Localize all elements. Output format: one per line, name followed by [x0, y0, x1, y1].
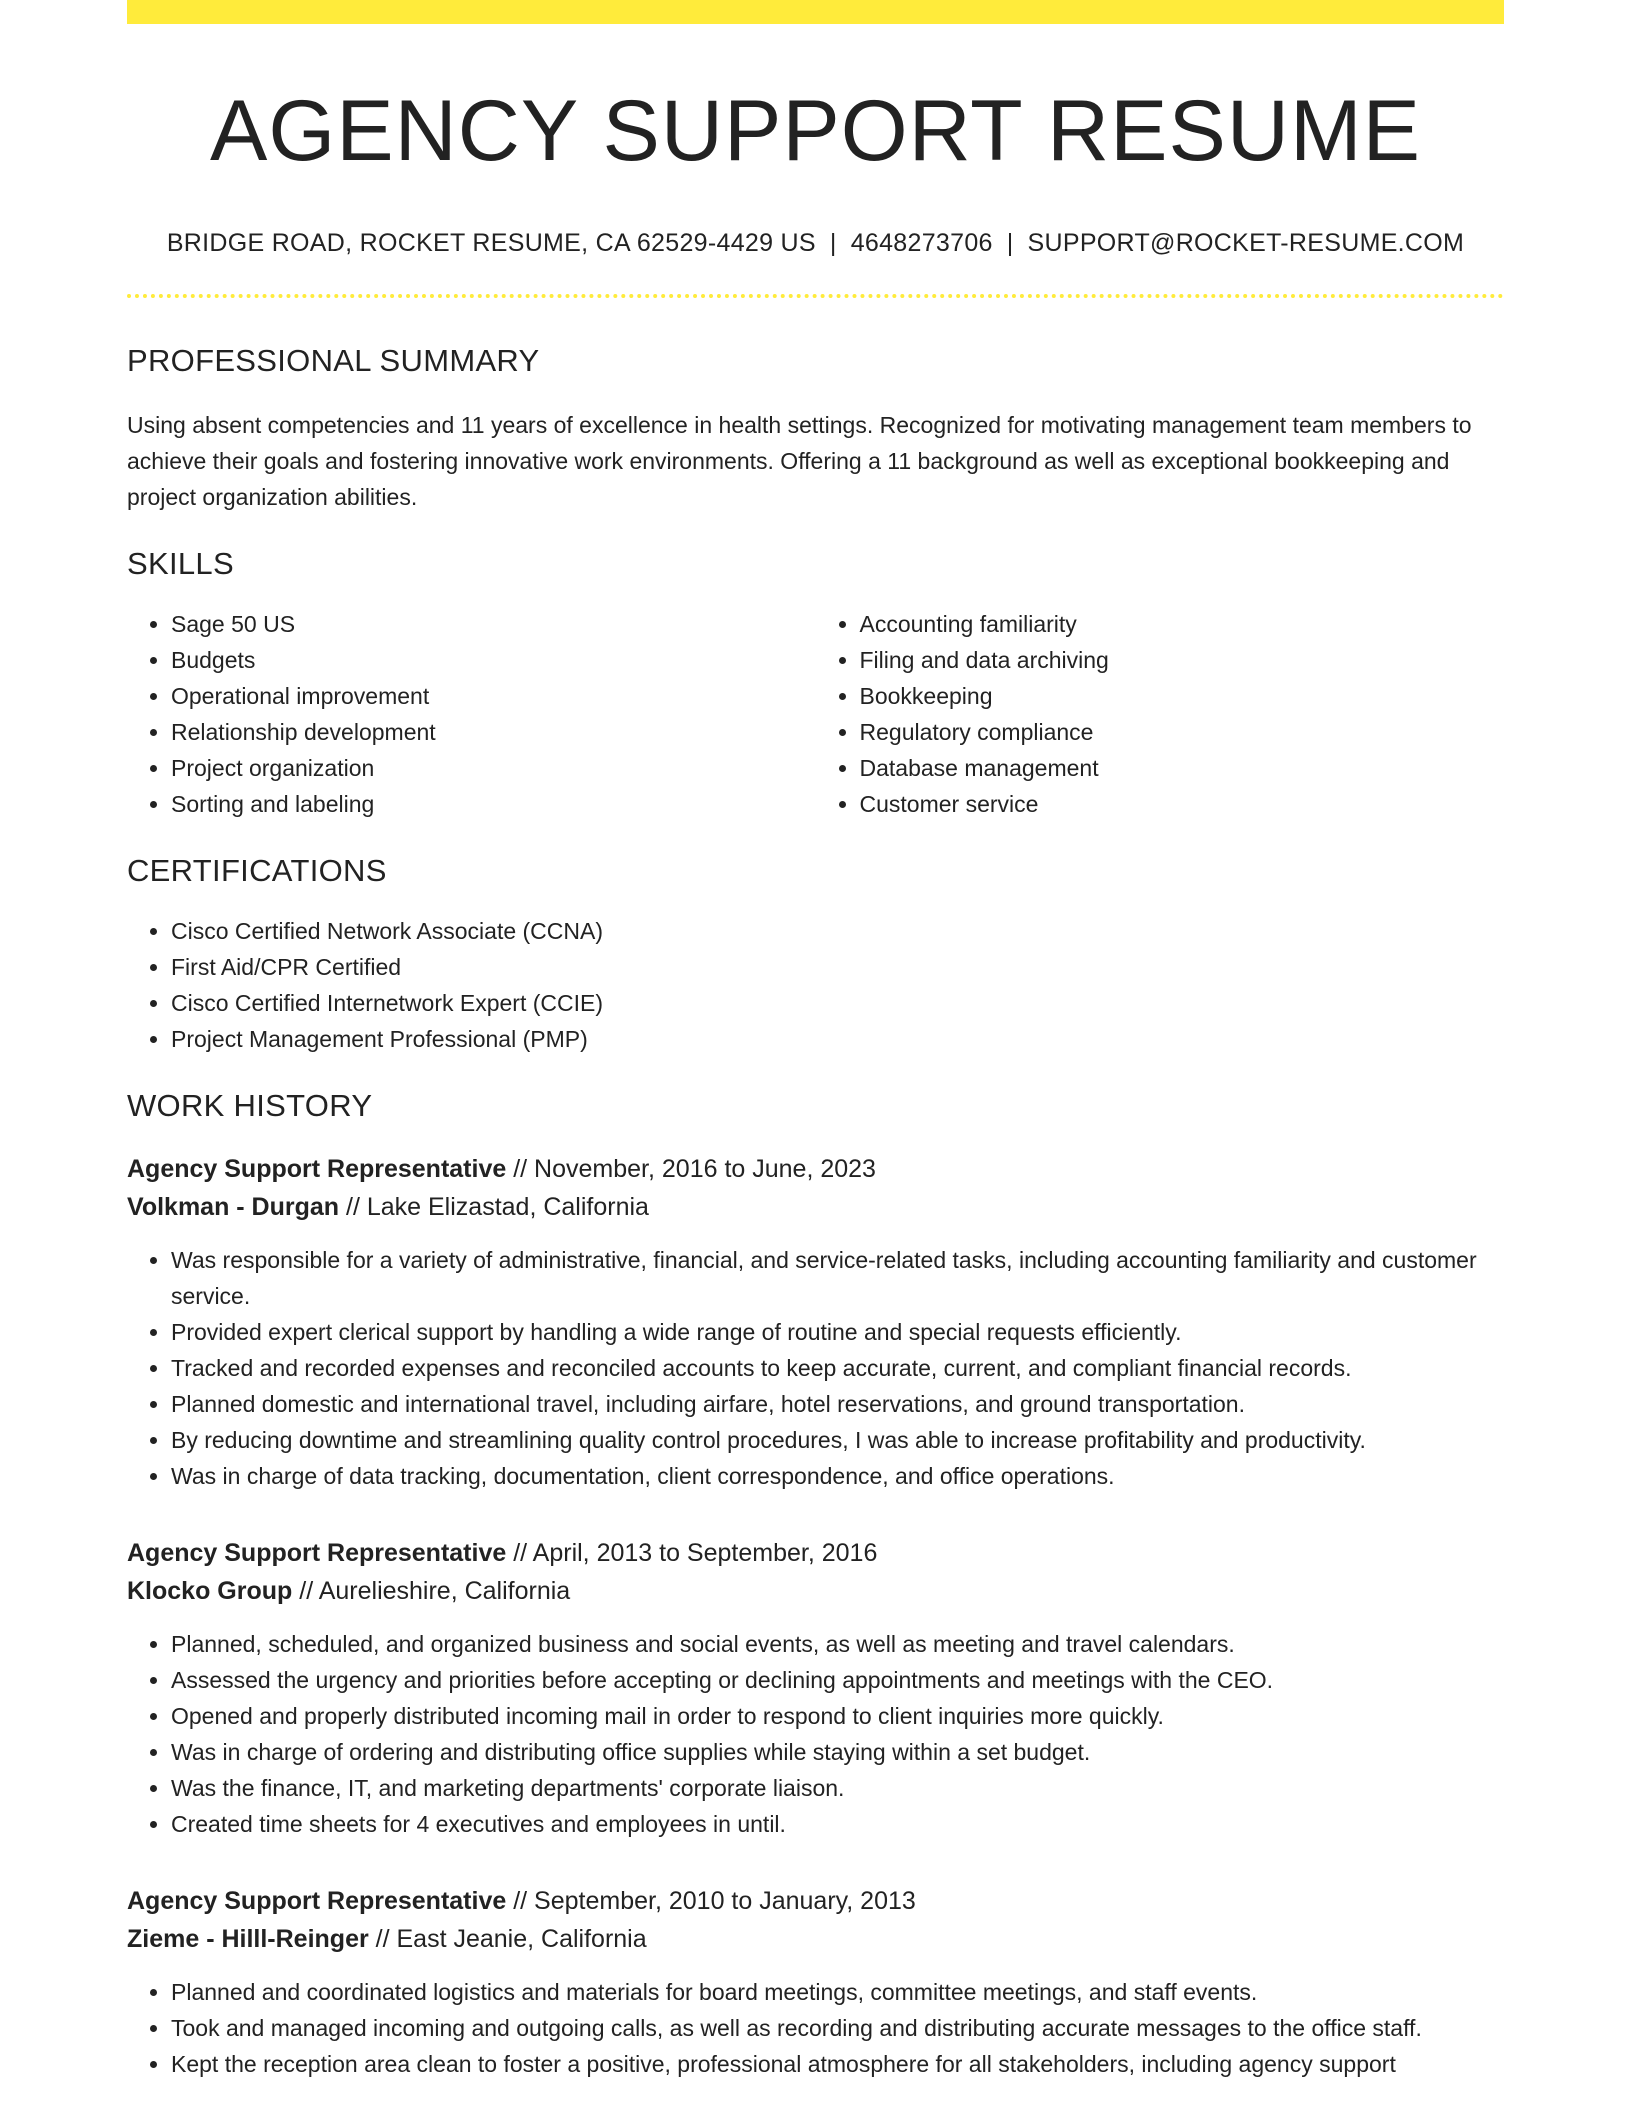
- job-bullet: • Planned, scheduled, and organized business and social events, as well as meeting and travel calendars.: [171, 1626, 1504, 1662]
- job-bullet: • Took and managed incoming and outgoing calls, as well as recording and distributing accurate messages to the office staff.: [171, 2010, 1504, 2046]
- job-bullet: • Was responsible for a variety of administrative, financial, and service-related tasks, including accounting familiarity and customer service.: [171, 1242, 1504, 1314]
- skill-item: • Regulatory compliance: [860, 714, 1505, 750]
- email: SUPPORT@ROCKET-RESUME.COM: [1027, 228, 1465, 257]
- certification-item: • Cisco Certified Network Associate (CCNA): [171, 913, 1504, 949]
- summary-heading: PROFESSIONAL SUMMARY: [127, 342, 540, 378]
- skills-section: [127, 545, 1504, 822]
- job-bullet: • Opened and properly distributed incoming mail in order to respond to client inquiries more quickly.: [171, 1698, 1504, 1734]
- skill-item: • Project organization: [171, 750, 816, 786]
- job-bullet: • Was in charge of ordering and distributing office supplies while staying within a set budget.: [171, 1734, 1504, 1770]
- job-bullet: • Was in charge of data tracking, documentation, client correspondence, and office operations.: [171, 1458, 1504, 1494]
- certifications-heading: CERTIFICATIONS: [127, 852, 387, 888]
- job-bullet: • Created time sheets for 4 executives and employees in until.: [171, 1806, 1504, 1842]
- dotted-divider: [127, 294, 1504, 298]
- contact-line: [127, 229, 1504, 258]
- job-entry: [127, 1150, 1504, 1494]
- job-company-line: [127, 1188, 1504, 1226]
- skill-item: • Accounting familiarity: [860, 606, 1505, 642]
- skill-item: • Bookkeeping: [860, 678, 1505, 714]
- job-dates: // April, 2013 to September, 2016: [506, 1539, 878, 1568]
- skills-grid: [127, 582, 1504, 822]
- job-company: Zieme - Hilll-Reinger: [127, 1925, 369, 1954]
- accent-bar: [127, 0, 1504, 24]
- job-entry: [127, 1534, 1504, 1842]
- job-location: // Lake Elizastad, California: [339, 1193, 649, 1222]
- job-location: // Aurelieshire, California: [292, 1577, 571, 1606]
- resume-page: [127, 0, 1504, 2082]
- skill-item: • Operational improvement: [171, 678, 816, 714]
- job-company-line: [127, 1920, 1504, 1958]
- job-title-line: [127, 1534, 1504, 1572]
- job-bullet: • Planned and coordinated logistics and materials for board meetings, committee meetings, and staff events.: [171, 1974, 1504, 2010]
- job-title-line: [127, 1150, 1504, 1188]
- skill-item: • Budgets: [171, 642, 816, 678]
- phone: 4648273706: [850, 228, 993, 257]
- resume-title: AGENCY SUPPORT RESUME: [210, 83, 1421, 179]
- skill-item: • Customer service: [860, 786, 1505, 822]
- job-bullet: • Assessed the urgency and priorities before accepting or declining appointments and meetings with the CEO.: [171, 1662, 1504, 1698]
- job-bullet: • By reducing downtime and streamlining quality control procedures, I was able to increase profitability and productivity.: [171, 1422, 1504, 1458]
- skills-list-right: [816, 606, 1505, 822]
- job-title: Agency Support Representative: [127, 1887, 507, 1916]
- job-bullet: • Tracked and recorded expenses and reconciled accounts to keep accurate, current, and compliant financial records.: [171, 1350, 1504, 1386]
- summary-text: Using absent competencies and 11 years of excellence in health settings. Recognized for motivating management team members to achieve their goals and fostering innovative work environments. Offering a 11 background as well as exceptional bookkeeping and project organization abilities.: [127, 411, 1472, 510]
- job-location: // East Jeanie, California: [368, 1925, 647, 1954]
- address: BRIDGE ROAD, ROCKET RESUME, CA 62529-4429 US: [166, 228, 816, 257]
- job-bullet: • Was the finance, IT, and marketing departments' corporate liaison.: [171, 1770, 1504, 1806]
- certification-item: • Project Management Professional (PMP): [171, 1021, 1504, 1057]
- job-bullets: [127, 1626, 1504, 1842]
- skills-list-left: [127, 606, 816, 822]
- work-history-heading: WORK HISTORY: [127, 1088, 373, 1124]
- certifications-section: [127, 852, 1504, 1057]
- job-bullets: [127, 1974, 1504, 2082]
- skill-item: • Sorting and labeling: [171, 786, 816, 822]
- certification-item: • First Aid/CPR Certified: [171, 949, 1504, 985]
- job-bullet: • Kept the reception area clean to foster a positive, professional atmosphere for all stakeholders, including agency support: [171, 2046, 1504, 2082]
- job-bullets: [127, 1242, 1504, 1494]
- skill-item: • Filing and data archiving: [860, 642, 1505, 678]
- work-history-section: [127, 1087, 1504, 2082]
- certifications-list: [127, 913, 1504, 1057]
- job-title-line: [127, 1882, 1504, 1920]
- skill-item: • Database management: [860, 750, 1505, 786]
- job-bullet: • Provided expert clerical support by handling a wide range of routine and special requests efficiently.: [171, 1314, 1504, 1350]
- job-company: Klocko Group: [127, 1577, 293, 1606]
- skill-item: • Relationship development: [171, 714, 816, 750]
- summary-section: [127, 342, 1504, 515]
- job-company-line: [127, 1572, 1504, 1610]
- certification-item: • Cisco Certified Internetwork Expert (CCIE): [171, 985, 1504, 1021]
- job-title: Agency Support Representative: [127, 1539, 507, 1568]
- separator: |: [1006, 228, 1014, 257]
- job-dates: // November, 2016 to June, 2023: [506, 1155, 876, 1184]
- skills-heading: SKILLS: [127, 545, 234, 581]
- job-dates: // September, 2010 to January, 2013: [506, 1887, 916, 1916]
- job-entry: [127, 1882, 1504, 2082]
- job-bullet: • Planned domestic and international travel, including airfare, hotel reservations, and ground transportation.: [171, 1386, 1504, 1422]
- skill-item: • Sage 50 US: [171, 606, 816, 642]
- job-company: Volkman - Durgan: [127, 1193, 340, 1222]
- separator: |: [829, 228, 837, 257]
- job-title: Agency Support Representative: [127, 1155, 507, 1184]
